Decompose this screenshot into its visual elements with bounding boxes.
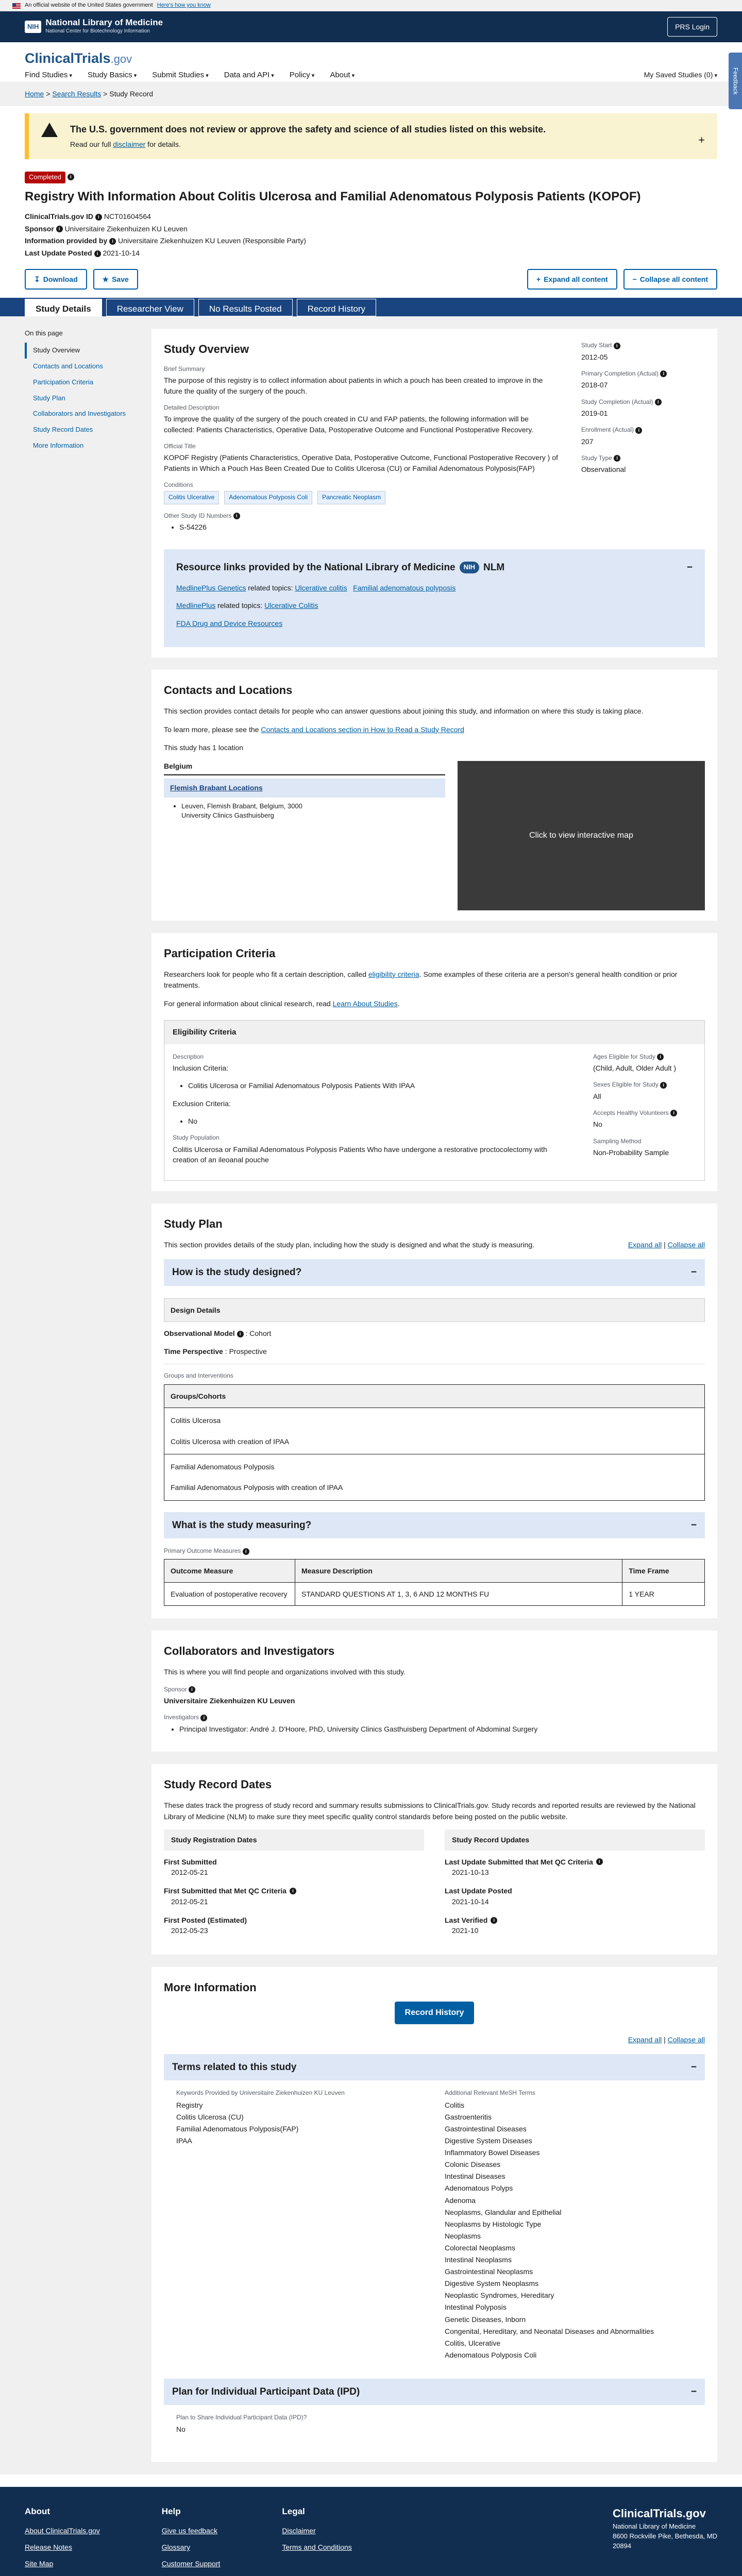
term-item: Inflammatory Bowel Diseases xyxy=(445,2148,540,2157)
term-item: Colitis Ulcerosa (CU) xyxy=(176,2112,244,2121)
last-update: 2021-10-14 xyxy=(103,249,140,258)
site-nav xyxy=(0,42,742,78)
enroll-info-icon[interactable]: i xyxy=(635,427,642,434)
footer-terms-link[interactable]: Terms and Conditions xyxy=(282,2543,352,2552)
expand-all-content-button[interactable]: + Expand all content xyxy=(527,269,617,290)
breadcrumb-home[interactable]: Home xyxy=(25,90,44,98)
provider-info-icon[interactable]: i xyxy=(109,238,116,245)
primary-info-icon[interactable]: i xyxy=(660,370,667,377)
save-button[interactable]: ★ Save xyxy=(93,269,138,290)
nlm-header xyxy=(0,11,742,42)
download-icon: ↧ xyxy=(34,275,40,283)
completion-info-icon[interactable]: i xyxy=(655,399,662,405)
term-item: Colitis xyxy=(445,2100,465,2109)
how-to-read-link[interactable]: Contacts and Locations section in How to Read a Study Record xyxy=(261,725,464,734)
save-icon: ★ xyxy=(102,275,109,283)
outcome-table: Outcome Measure Measure Description Time Frame Evaluation of postoperative recovery STANDARD QUESTIONS AT 1, 3, 6 AND 12 MONTHS FU 1 YEAR xyxy=(164,1559,705,1606)
info-provider: Universitaire Ziekenhuizen KU Leuven (Responsible Party) xyxy=(118,236,306,245)
mesh-terms-list xyxy=(445,2099,693,2361)
footer-support-link[interactable]: Customer Support xyxy=(161,2560,221,2568)
overview-dates-panel: Study Start i 2012-05 Primary Completion (Actual) i 2018-07 Study Completion (Actual) i 2019-01 Enrollment (Actual) i 207 Study Type i Observational xyxy=(581,341,705,539)
minus-icon: − xyxy=(632,275,637,283)
plan-collapse-all[interactable]: Collapse all xyxy=(667,1241,705,1249)
model-info-icon[interactable]: i xyxy=(237,1331,244,1337)
prs-login-button[interactable]: PRS Login xyxy=(667,17,717,37)
term-item: Neoplasms, Glandular and Epithelial xyxy=(445,2208,562,2216)
term-item: Neoplasms by Histologic Type xyxy=(445,2219,542,2228)
keywords-list xyxy=(176,2099,424,2147)
measuring-accordion[interactable]: What is the study measuring? − xyxy=(164,1512,705,1539)
disclaimer-title: The U.S. government does not review or approve the safety and science of all studies listed on this website. xyxy=(70,124,546,135)
country-heading: Belgium xyxy=(164,761,445,775)
term-item: Digestive System Neoplasms xyxy=(445,2279,539,2288)
topic-link[interactable]: Ulcerative Colitis xyxy=(264,601,318,610)
fda-resources-link[interactable]: FDA Drug and Device Resources xyxy=(176,619,283,628)
more-information-section: More Information Record History Expand all | Collapse all Terms related to this study − Keywords Provided by Universitaire Ziekenhuizen KU Leuven Registry Colitis Ulcerosa (CU) Familial Adenomatous Polyposis(FAP) IPAA Additional Relevant MeSH Terms Colitis Gastroenteritis Gastrointestinal Diseases Digestive System Diseases Inflammatory Bowel Diseases Colonic Diseases Intestinal Diseases Adenomatous Polyps Adenoma Neoplasms, Glandular and Epithelial Neoplasms by Histologic Type Neoplasms Colorectal Neoplasms Intestinal Neoplasms Gastrointestinal Neoplasms Digestive System Neoplasms Neoplastic Syndromes, Hereditary Intestinal Polyposis Genetic Diseases, Inborn Congenital, Hereditary, and Neonatal Diseases and Abnormalities Colitis, Ulcerative Adenomatous Polyposis Coli Plan for Individual Participant Data (IPD) − Plan to Share Individual Participant Data (IPD)? No xyxy=(151,1967,717,2463)
download-button[interactable]: ↧ Download xyxy=(25,269,87,290)
term-item: Colitis, Ulcerative xyxy=(445,2338,501,2347)
site-footer: About About ClinicalTrials.gov Release Notes Site Map Help Give us feedback Glossary Customer Support Legal Disclaimer Terms and Conditions ClinicalTrials.gov National Library of Medicine 8600 Rockville Pike, Bethesda, MD 20894 xyxy=(0,2487,742,2576)
term-item: Gastrointestinal Diseases xyxy=(445,2125,527,2133)
menu-data-api[interactable]: Data and API ▾ xyxy=(224,70,274,81)
nlm-logo[interactable]: NIH National Library of Medicine National Center for Biotechnology Information xyxy=(25,18,163,35)
condition-chip[interactable]: Pancreatic Neoplasm xyxy=(317,491,385,504)
term-item: Familial Adenomatous Polyposis(FAP) xyxy=(176,2125,299,2133)
menu-about[interactable]: About ▾ xyxy=(330,70,355,81)
ct-id: NCT01604564 xyxy=(104,212,151,221)
topic-link[interactable]: Familial adenomatous polyposis xyxy=(353,584,456,592)
condition-chip[interactable]: Colitis Ulcerative xyxy=(164,491,219,504)
disclaimer-alert: The U.S. government does not review or approve the safety and science of all studies listed on this website. Read our full disclaimer for details. + xyxy=(25,113,717,159)
term-item: IPAA xyxy=(176,2137,192,2145)
record-tabs xyxy=(0,298,742,316)
official-title: KOPOF Registry (Patients Characteristics, Operative Data, Postoperative Outcome, Functional Postoperative Recovery ) of Patients in Which a Pouch Has Been Created Due to Colitis Ulcerosa (CU) or Familial Adenomatous Polyposis(FAP) xyxy=(164,453,558,472)
tab-researcher-view[interactable]: Researcher View xyxy=(106,299,194,316)
us-flag-icon xyxy=(12,3,21,9)
collapse-icon: − xyxy=(690,2061,697,2073)
warning-icon xyxy=(41,123,58,137)
term-item: Intestinal Polyposis xyxy=(445,2303,507,2312)
investigators-info-icon[interactable]: i xyxy=(200,1715,207,1721)
term-item: Gastrointestinal Neoplasms xyxy=(445,2267,533,2276)
term-item: Colorectal Neoplasms xyxy=(445,2243,515,2252)
brief-summary: The purpose of this registry is to collect information about patients in which a pouch has been created to improve in the future the quality of the surgery of the pouch. xyxy=(164,376,543,395)
expand-disclaimer-icon[interactable]: + xyxy=(698,133,705,147)
feedback-tab[interactable]: Feedback xyxy=(729,53,742,109)
tab-record-history[interactable]: Record History xyxy=(297,299,376,316)
term-item: Neoplastic Syndromes, Hereditary xyxy=(445,2291,554,2300)
eligibility-link[interactable]: eligibility criteria xyxy=(368,970,419,978)
heres-how-link[interactable]: Here's how you know xyxy=(157,2,211,9)
ipd-accordion[interactable]: Plan for Individual Participant Data (IPD) − xyxy=(164,2379,705,2405)
principal-investigator: • Principal Investigator: André J. D'Hoore, PhD, University Clinics Gasthuisberg Department of Abdominal Surgery xyxy=(179,1724,705,1734)
collapse-all-content-button[interactable]: − Collapse all content xyxy=(623,269,717,290)
plus-icon: + xyxy=(536,275,541,283)
participation-section: Participation Criteria Researchers look for people who fit a certain description, called eligibility criteria. Some examples of these criteria are a person's general health condition or prior treatments. For general information about clinical research, read Learn About Studies. Eligibility Criteria Description Inclusion Criteria: • Colitis Ulcerosa or Familial Adenomatous Polyposis Patients With IPAA Exclusion Criteria: • No Study Population Colitis Ulcerosa or Familial Adenomatous Polyposis Patients Who have undergone a restorative proctocolectomy with creation of an ileoanal pouche Ages Eligible for Study i (Child, Adult, Older Adult ) Sexes Eligible for Study i All Accepts Healthy Volunteers i No Sampling Method Non-Probability Sample xyxy=(151,933,717,1191)
menu-find-studies[interactable]: Find Studies ▾ xyxy=(25,70,72,81)
contacts-section: Contacts and Locations This section provides contact details for people who can answer questions about joining this study, and information on where this study is taking place. To learn more, please see the Contacts and Locations section in How to Read a Study Record This study has 1 location Belgium Flemish Brabant Locations • Leuven, Flemish Brabant, Belgium, 3000 University Clinics Gasthuisberg Click to view interactive map xyxy=(151,670,717,921)
footer-about-link[interactable]: About ClinicalTrials.gov xyxy=(25,2526,100,2535)
terms-accordion[interactable]: Terms related to this study − xyxy=(164,2054,705,2081)
menu-study-basics[interactable]: Study Basics ▾ xyxy=(88,70,137,81)
study-header: Completed i Registry With Information About Colitis Ulcerosa and Familial Adenomatous Polyposis Patients (KOPOF) ClinicalTrials.gov ID i NCT01604564 Sponsor i Universitaire Ziekenhuizen KU Leuven Information provided by i Universitaire Ziekenhuizen KU Leuven (Responsible Party) Last Update Posted i 2021-10-14 ↧ Download ★ Save + Expand all content − Collapse all content xyxy=(0,166,742,290)
term-item: Adenoma xyxy=(445,2196,476,2205)
start-info-icon[interactable]: i xyxy=(614,343,620,349)
menu-submit-studies[interactable]: Submit Studies ▾ xyxy=(152,70,208,81)
other-study-id: • S-54226 xyxy=(179,522,561,532)
collapse-resources-icon[interactable]: − xyxy=(686,562,693,573)
verified-info-icon[interactable]: i xyxy=(491,1917,497,1924)
study-plan-section: Study Plan This section provides details of the study plan, including how the study is designed and what the study is measuring. Expand all | Collapse all How is the study designed? − Design Details Observational Model i : Cohort Time Perspective : Prospective Groups and Interventions Groups/Cohorts Colitis Ulcerosa Colitis Ulcerosa with creation of IPAA Familial Adenomatous Polyposis Familial Adenomatous Polyposis with creation of IPAA What is the study measuring? − Primary Outcome Measures i Outcome Measure Measure Description Time Frame Evaluation of postoperative recovery STANDARD QUESTIONS AT 1, 3, 6 AND 12 MONTHS FU 1 YEAR xyxy=(151,1204,717,1618)
collapse-icon: − xyxy=(690,2386,697,2397)
term-item: Congenital, Hereditary, and Neonatal Diseases and Abnormalities xyxy=(445,2327,654,2335)
record-dates-section: Study Record Dates These dates track the progress of study record and summary results submissions to ClinicalTrials.gov. Study records and reported results are reviewed by the National Library of Medicine (NLM) to make sure they meet specific quality control standards before being posted on the public website. Study Registration Dates First Submitted 2012-05-21 First Submitted that Met QC Criteria i 2012-05-21 First Posted (Estimated) 2012-05-23 Study Record Updates Last Update Submitted that Met QC Criteria i 2021-10-13 Last Update Posted 2021-10-14 Last Verified i 2021-10 xyxy=(151,1764,717,1954)
term-item: Digestive System Diseases xyxy=(445,2137,532,2145)
primary-outcome-info-icon[interactable]: i xyxy=(243,1548,249,1555)
breadcrumb: Home > Search Results > Study Record xyxy=(0,81,742,106)
study-overview-section: Study Overview Brief Summary The purpose of this registry is to collect information about patients in which a pouch has been created to improve in the future the quality of the surgery of the pouch. Detailed Description To improve the quality of the surgery of the pouch created in CU and FAP patients, the following information will be collected: Patients Characteristics, Operative Data, Postoperative Outcome and Functional Postoperative Recovery. Official Title KOPOF Registry (Patients Characteristics, Operative Data, Postoperative Outcome, Functional Postoperative Recovery ) of Patients in Which a Pouch Has Been Created Due to Colitis Ulcerosa (CU) or Familial Adenomatous Polyposis(FAP) Conditions Colitis Ulcerative Adenomatous Polyposis Coli Pancreatic Neoplasm Other Study ID Numbers i • S-54226 Study Start i 2012-05 Primary Completion (Actual) i 2018-07 Study Completion (Actual) i 2019-01 Enrollment (Actual) i 207 Study Type i Observational Resource links provided by the National Library of Medicine NIH NLM − MedlinePlus Genetics related topics: Ulcerative colitis Familial adenomatous polyposis MedlinePlus related topics: Ulcerative Colitis FDA Drug and Device Resources xyxy=(151,329,717,657)
sponsor-info-icon[interactable]: i xyxy=(56,226,63,232)
ages-info-icon[interactable]: i xyxy=(657,1054,664,1060)
otp-study-overview[interactable]: Study Overview xyxy=(25,343,136,359)
term-item: Intestinal Neoplasms xyxy=(445,2256,512,2264)
sponsor-name: Universitaire Ziekenhuizen KU Leuven xyxy=(64,224,188,233)
on-this-page-nav: On this page Study Overview Contacts and Locations Participation Criteria Study Plan Collaborators and Investigators Study Record Dates More Information xyxy=(12,329,136,2462)
last-qc-info-icon[interactable]: i xyxy=(596,1858,603,1865)
footer-feedback-link[interactable]: Give us feedback xyxy=(161,2526,217,2535)
study-title: Registry With Information About Colitis Ulcerosa and Familial Adenomatous Polyposis Patients (KOPOF) xyxy=(25,189,641,204)
otp-collaborators[interactable]: Collaborators and Investigators xyxy=(33,410,126,418)
term-item: Colonic Diseases xyxy=(445,2160,501,2169)
otp-participation-criteria[interactable]: Participation Criteria xyxy=(33,378,94,386)
sexes-info-icon[interactable]: i xyxy=(660,1082,667,1089)
healthy-info-icon[interactable]: i xyxy=(670,1110,677,1116)
term-item: Adenomatous Polyposis Coli xyxy=(445,2350,537,2359)
region-heading[interactable]: Flemish Brabant Locations xyxy=(164,778,445,797)
topic-link[interactable]: Ulcerative colitis xyxy=(295,584,347,592)
learn-about-studies-link[interactable]: Learn About Studies xyxy=(332,999,398,1008)
otp-more-information[interactable]: More Information xyxy=(33,442,84,450)
otp-study-plan[interactable]: Study Plan xyxy=(33,394,65,402)
term-item: Neoplasms xyxy=(445,2231,481,2240)
medlineplus-link[interactable]: MedlinePlus xyxy=(176,601,216,610)
type-info-icon[interactable]: i xyxy=(614,455,620,462)
more-expand-all[interactable]: Expand all xyxy=(628,2035,662,2044)
qc-info-icon[interactable]: i xyxy=(290,1888,296,1894)
term-item: Adenomatous Polyps xyxy=(445,2184,513,2193)
detailed-description: To improve the quality of the surgery of the pouch created in CU and FAP patients, the following information will be collected: Patients Characteristics, Operative Data, Postoperative Outcome and Functional Postoperative Recovery. xyxy=(164,415,534,434)
menu-saved-studies[interactable]: My Saved Studies (0) ▾ xyxy=(644,70,717,81)
medlineplus-genetics-link[interactable]: MedlinePlus Genetics xyxy=(176,584,246,592)
footer-release-notes-link[interactable]: Release Notes xyxy=(25,2543,72,2552)
plan-expand-all[interactable]: Expand all xyxy=(628,1241,662,1249)
collapse-icon: − xyxy=(690,1267,697,1278)
term-item: Gastroenteritis xyxy=(445,2112,492,2121)
otp-contacts-locations[interactable]: Contacts and Locations xyxy=(33,362,103,370)
footer-disclaimer-link[interactable]: Disclaimer xyxy=(282,2526,316,2535)
status-badge: Completed xyxy=(25,172,65,183)
status-info-icon[interactable]: i xyxy=(68,174,74,180)
breadcrumb-search-results[interactable]: Search Results xyxy=(52,90,102,98)
ctid-info-icon[interactable]: i xyxy=(95,214,102,221)
term-item: Registry xyxy=(176,2100,203,2109)
term-item: Intestinal Diseases xyxy=(445,2172,505,2181)
collab-sponsor-info-icon[interactable]: i xyxy=(189,1686,195,1693)
footer-site-map-link[interactable]: Site Map xyxy=(25,2560,54,2568)
condition-chip[interactable]: Adenomatous Polyposis Coli xyxy=(224,491,312,504)
footer-glossary-link[interactable]: Glossary xyxy=(161,2543,190,2552)
tab-study-details[interactable]: Study Details xyxy=(25,299,102,316)
other-ids-info-icon[interactable]: i xyxy=(233,513,240,519)
menu-policy[interactable]: Policy ▾ xyxy=(290,70,315,81)
collapse-icon: − xyxy=(690,1519,697,1531)
tab-no-results-posted[interactable]: No Results Posted xyxy=(198,299,293,316)
clinicaltrials-logo[interactable]: ClinicalTrials.gov xyxy=(25,50,132,66)
disclaimer-link[interactable]: disclaimer xyxy=(113,140,146,149)
gov-banner: An official website of the United States government Here's how you know xyxy=(0,0,742,11)
more-collapse-all[interactable]: Collapse all xyxy=(667,2035,705,2044)
nlm-resource-links: Resource links provided by the National Library of Medicine NIH NLM − MedlinePlus Genetics related topics: Ulcerative colitis Familial adenomatous polyposis MedlinePlus related topics: Ulcerative Colitis FDA Drug and Device Resources xyxy=(164,549,705,647)
nih-badge: NIH xyxy=(460,562,479,573)
groups-table: Groups/Cohorts Colitis Ulcerosa Colitis Ulcerosa with creation of IPAA Familial Adenomatous Polyposis Familial Adenomatous Polyposis with creation of IPAA xyxy=(164,1384,705,1500)
location-map[interactable]: Click to view interactive map xyxy=(458,761,705,910)
update-info-icon[interactable]: i xyxy=(94,250,101,257)
record-history-button[interactable]: Record History xyxy=(395,2002,475,2024)
otp-record-dates[interactable]: Study Record Dates xyxy=(33,426,93,434)
collaborators-section: Collaborators and Investigators This is where you will find people and organizations involved with this study. Sponsor i Universitaire Ziekenhuizen KU Leuven Investigators i • Principal Investigator: André J. D'Hoore, PhD, University Clinics Gasthuisberg Department of Abdominal Surgery xyxy=(151,1631,717,1752)
breadcrumb-current: Study Record xyxy=(109,90,154,98)
design-accordion[interactable]: How is the study designed? − xyxy=(164,1259,705,1286)
term-item: Genetic Diseases, Inborn xyxy=(445,2315,526,2324)
